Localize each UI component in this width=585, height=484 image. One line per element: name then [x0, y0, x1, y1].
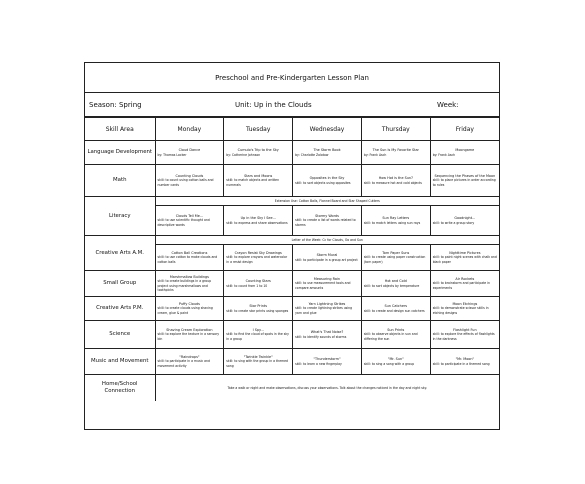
lesson-title: Crayon Resist Sky Drawings: [234, 251, 282, 256]
lesson-title: Nighttime Pictures: [449, 251, 481, 256]
lesson-title: How Hot is the Sun?: [378, 176, 413, 181]
lesson-title: "Mr. Moon": [455, 357, 475, 362]
skill-area-label: Creative Arts A.M.: [85, 236, 155, 271]
lesson-cell: [293, 297, 362, 321]
lesson-title: Measuring Rain: [313, 277, 341, 282]
lesson-title: Yarn Lightning Strikes: [308, 302, 346, 307]
lesson-title: Sun Prints: [387, 328, 405, 333]
lesson-detail: skill: to create lightning strikes using yarn and glue: [295, 306, 353, 315]
row-music-movement: [85, 349, 499, 375]
lesson-title: Cumulo's Trip to the Sky: [237, 148, 279, 153]
header-tuesday: Tuesday: [224, 118, 293, 141]
lesson-detail: by: Frank Asch: [432, 152, 456, 157]
skill-area-label: Small Group: [85, 271, 155, 297]
lesson-cell: [293, 165, 362, 197]
lesson-detail: by: Thomas Locker: [157, 152, 187, 157]
header-wednesday: Wednesday: [293, 118, 362, 141]
lesson-title: Storm Mural: [316, 253, 338, 258]
lesson-detail: skill: to observe objects in sun and differing the sun: [363, 332, 418, 341]
lesson-cell: [430, 206, 499, 236]
lesson-detail: skill: to use scientific thought and descriptive words: [157, 218, 210, 227]
lesson-detail: skill: to create buildings in a group project using marshmallows and toothpicks: [157, 279, 212, 292]
lesson-title: Torn Paper Suns: [382, 251, 410, 256]
lesson-cell: [361, 165, 430, 197]
lesson-cell: [293, 349, 362, 375]
lesson-cell: [293, 206, 362, 236]
lesson-detail: skill: to demonstrate scissor skills in etching designs: [432, 306, 489, 315]
lesson-cell: [430, 271, 499, 297]
lesson-title: The Sun Is My Favorite Star: [372, 148, 419, 153]
lesson-cell: [224, 245, 293, 271]
lesson-detail: skill: to explore crayons and watercolor in a resist design: [226, 255, 288, 264]
lesson-title: Stars and Moons: [244, 174, 273, 179]
lesson-cell: [361, 206, 430, 236]
lesson-title: Sun Catchers: [384, 304, 408, 309]
lesson-title: "Twinkle Twinkle": [243, 355, 273, 360]
skill-area-label: Literacy: [85, 197, 155, 236]
lesson-cell: [430, 245, 499, 271]
lesson-title: What's That Noise?: [310, 330, 344, 335]
lesson-detail: skill: to explore the texture in a sensory bin: [157, 332, 220, 341]
lesson-detail: skill: to participate in a group art project: [295, 257, 358, 262]
row-creative-arts-pm: [85, 297, 499, 321]
lesson-detail: skill: to participate in a themed song: [432, 361, 490, 366]
lesson-title: Stormy Words: [315, 214, 339, 219]
lesson-detail: skill: to paint night scenes with chalk and black paper: [432, 255, 497, 264]
lesson-cell: [224, 206, 293, 236]
lesson-detail: skill: to create and design sun catchers: [363, 308, 425, 313]
lesson-cell: [361, 349, 430, 375]
lesson-title: Hot and Cold: [384, 279, 407, 284]
lesson-cell: [155, 271, 224, 297]
lesson-detail: skill: to write a group story: [432, 220, 475, 225]
lesson-cell: [293, 141, 362, 165]
lesson-cell: [361, 245, 430, 271]
lesson-cell: [361, 271, 430, 297]
lesson-detail: by: Charlotte Zolotow: [295, 152, 329, 157]
lesson-cell: [293, 271, 362, 297]
lesson-detail: skill: to create star prints using sponges: [226, 308, 289, 313]
header-skill-area: Skill Area: [85, 118, 155, 141]
lesson-cell: [430, 321, 499, 349]
lesson-title: "Thunderstorm": [313, 357, 341, 362]
header-thursday: Thursday: [361, 118, 430, 141]
lesson-detail: skill: to match objects and written numerals: [226, 178, 280, 187]
skill-area-label: Language Development: [85, 141, 155, 165]
lesson-cell: [361, 297, 430, 321]
row-language: [85, 141, 499, 165]
lesson-plan-table: [85, 117, 499, 401]
lesson-title: Flashlight Fun: [453, 328, 477, 333]
lesson-cell: [224, 165, 293, 197]
lesson-cell: [430, 297, 499, 321]
skill-area-label: Math: [85, 165, 155, 197]
lesson-cell: [224, 349, 293, 375]
lesson-detail: skill: to find the cloud of spots in the sky in a group: [226, 332, 289, 341]
lesson-title: Sun Ray Letters: [382, 216, 410, 221]
row-home-school: [85, 375, 499, 401]
lesson-title: Air Rockets: [455, 277, 475, 282]
unit-label: Unit: Up in the Clouds: [235, 101, 312, 109]
lesson-detail: skill: to sing a song with a group: [363, 361, 415, 366]
lesson-detail: by: Catherine Johnson: [226, 152, 261, 157]
lesson-detail: skill: to brainstorm and participate in experiments: [432, 281, 491, 290]
lesson-cell: [224, 271, 293, 297]
row-math: [85, 165, 499, 197]
lesson-detail: skill: to create a list of words related to storms: [295, 218, 356, 227]
row-small-group: [85, 271, 499, 297]
season-label: Season: Spring: [89, 101, 142, 109]
lesson-title: Opposites in the Sky: [309, 176, 345, 181]
lesson-detail: skill: to create clouds using shaving cream, glue & paint: [157, 306, 213, 315]
row-art-am-extension: [85, 236, 499, 245]
lesson-cell: [430, 141, 499, 165]
lesson-detail: skill: to participate in a music and movement activity: [157, 359, 210, 368]
lesson-detail: skill: to express and share observations: [226, 220, 288, 225]
skill-area-label: Music and Movement: [85, 349, 155, 375]
lesson-cell: [155, 297, 224, 321]
lesson-title: Moongame: [455, 148, 475, 153]
header-monday: Monday: [155, 118, 224, 141]
lesson-title: The Storm Book: [313, 148, 341, 153]
lesson-cell: [293, 321, 362, 349]
lesson-title: I Spy...: [252, 328, 264, 333]
lesson-detail: skill: to create using paper construction (torn paper): [363, 255, 426, 264]
lesson-title: Counting Clouds: [175, 174, 204, 179]
lesson-cell: [155, 206, 224, 236]
row-science: [85, 321, 499, 349]
lesson-plan-sheet: [84, 62, 500, 430]
lesson-cell: [224, 297, 293, 321]
lesson-title: Clouds Tell Me...: [175, 214, 204, 219]
lesson-detail: skill: to identify sounds of storms: [295, 334, 347, 339]
skill-area-label: Creative Arts P.M.: [85, 297, 155, 321]
lesson-cell: [155, 141, 224, 165]
document-title: Preschool and Pre-Kindergarten Lesson Plan: [85, 63, 499, 93]
lesson-detail: by: Frank Asch: [363, 152, 387, 157]
lesson-title: Cotton Ball Creations: [171, 251, 208, 256]
lesson-title: Counting Stars: [245, 279, 271, 284]
lesson-detail: skill: to measure hot and cold objects: [363, 180, 422, 185]
row-literacy-extension: [85, 197, 499, 206]
lesson-title: Sequencing the Phases of the Moon: [434, 174, 496, 179]
lesson-cell: [361, 321, 430, 349]
lesson-cell: [293, 245, 362, 271]
lesson-detail: skill: to use measurement tools and compare amounts: [295, 281, 351, 290]
lesson-cell: [155, 245, 224, 271]
lesson-title: Star Prints: [249, 304, 267, 309]
lesson-title: Shaving Cream Exploration: [166, 328, 213, 333]
lesson-detail: skill: to sort objects by temperature: [363, 283, 420, 288]
lesson-detail: skill: to sort objects using opposites: [295, 180, 351, 185]
lesson-cell: [155, 165, 224, 197]
lesson-cell: [430, 349, 499, 375]
skill-area-label: Science: [85, 321, 155, 349]
lesson-detail: skill: to use cotton to make clouds and cotton balls: [157, 255, 218, 264]
lesson-title: Puffy Clouds: [178, 302, 200, 307]
letter-of-week-note: Letter of the Week: Cc for Clouds, Oo and Sun: [155, 236, 499, 245]
plan-subheader: [85, 93, 499, 117]
lesson-detail: skill: to match letters using sun rays: [363, 220, 421, 225]
lesson-detail: skill: to place pictures in order according to rules: [432, 178, 496, 187]
lesson-detail: skill: to sing with the group in a themed song: [226, 359, 288, 368]
lesson-title: Goodnight...: [454, 216, 476, 221]
extension-note: Extension Use: Cotton Balls, Flannel Board and Star Shaped Cutters: [155, 197, 499, 206]
lesson-title: Up in the Sky I See...: [240, 216, 276, 221]
lesson-detail: skill: to learn a new fingerplay: [295, 361, 342, 366]
lesson-detail: skill: to count using cotton balls and number cards: [157, 178, 214, 187]
lesson-cell: [361, 141, 430, 165]
header-row: [85, 118, 499, 141]
lesson-cell: [155, 321, 224, 349]
lesson-title: "Raindrops": [179, 355, 200, 360]
lesson-title: Cloud Dance: [178, 148, 201, 153]
lesson-cell: [155, 349, 224, 375]
home-connection-text: Take a walk or night and make observations, discuss your observations. Talk about the changes noticed in the day and night sky.: [155, 375, 499, 401]
lesson-detail: skill: to explore the effects of flashlights in the darkness: [432, 332, 495, 341]
lesson-title: "Mr. Sun": [387, 357, 404, 362]
lesson-detail: skill: to count from 1 to 10: [226, 283, 268, 288]
header-friday: Friday: [430, 118, 499, 141]
lesson-title: Moon Etchings: [452, 302, 478, 307]
lesson-cell: [430, 165, 499, 197]
week-label: Week:: [437, 101, 459, 109]
skill-area-label: Home/School Connection: [85, 375, 155, 401]
lesson-cell: [224, 321, 293, 349]
lesson-cell: [224, 141, 293, 165]
lesson-title: Marshmallow Buildings: [169, 275, 209, 280]
